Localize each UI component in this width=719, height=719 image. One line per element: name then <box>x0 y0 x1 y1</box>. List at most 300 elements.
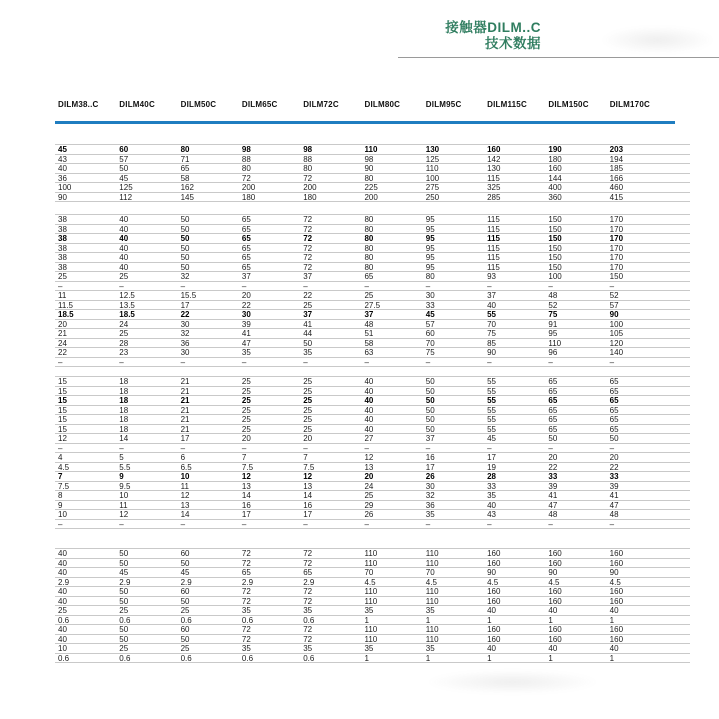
table-cell: 39 <box>241 319 251 329</box>
table-cell: 50 <box>119 164 129 173</box>
table-row <box>55 224 690 234</box>
table-cell: 32 <box>180 272 190 281</box>
table-cell: 170 <box>609 215 624 224</box>
table-cell: – <box>180 443 186 453</box>
table-row <box>55 271 690 281</box>
table-row <box>55 309 690 319</box>
table-cell: 25 <box>241 415 251 424</box>
table-cell: 13 <box>241 481 251 491</box>
table-cell: 0.6 <box>58 653 70 663</box>
table-cell: 10 <box>58 644 67 653</box>
table-cell: 29 <box>364 500 374 510</box>
table-cell: 14 <box>180 510 190 519</box>
table-cell: 110 <box>364 549 378 558</box>
table-cell: 110 <box>425 634 439 644</box>
table-cell: 55 <box>487 396 496 405</box>
table-cell: 1 <box>487 615 492 625</box>
table-cell: 14 <box>119 434 129 443</box>
table-cell: 95 <box>425 243 435 253</box>
table-cell: 98 <box>303 145 313 154</box>
table-cell: 65 <box>609 396 619 405</box>
table-cell: 80 <box>364 215 374 224</box>
table-cell: 115 <box>487 215 500 224</box>
table-cell: 110 <box>425 625 439 634</box>
table-cell: 25 <box>58 606 67 615</box>
table-cell: 43 <box>58 154 67 164</box>
table-cell: 160 <box>548 558 562 568</box>
table-cell: 50 <box>425 405 435 415</box>
table-cell: 72 <box>303 173 313 183</box>
table-cell: 98 <box>241 145 251 154</box>
table-cell: 35 <box>487 491 496 500</box>
table-cell: 142 <box>487 154 501 164</box>
table-cell: 95 <box>548 329 558 338</box>
table-cell: 45 <box>58 145 67 154</box>
table-row <box>55 347 690 357</box>
table-cell: 16 <box>425 453 435 462</box>
table-row <box>55 624 690 634</box>
table-cell: 40 <box>119 253 129 262</box>
table-cell: 10 <box>180 472 190 481</box>
table-cell: – <box>58 281 63 291</box>
table-cell: 65 <box>609 415 619 424</box>
table-cell: 95 <box>425 262 435 272</box>
table-cell: – <box>303 443 308 453</box>
table-cell: 38 <box>58 253 67 262</box>
table-header-rule <box>55 121 675 124</box>
table-cell: – <box>548 281 553 291</box>
table-cell: 52 <box>548 300 558 310</box>
column-header: DILM72C <box>303 100 339 109</box>
table-cell: 21 <box>180 377 190 386</box>
table-cell: 110 <box>425 549 439 558</box>
table-cell: 11 <box>119 500 128 510</box>
table-cell: 40 <box>58 596 67 606</box>
table-cell: 45 <box>119 568 129 577</box>
table-cell: 40 <box>364 396 374 405</box>
table-cell: 40 <box>487 644 496 653</box>
table-cell: 41 <box>303 319 313 329</box>
table-cell: 12 <box>58 434 67 443</box>
table-cell: 7 <box>241 453 247 462</box>
table-cell: 50 <box>180 596 190 606</box>
table-cell: 50 <box>425 386 435 396</box>
table-cell: 65 <box>303 568 313 577</box>
table-cell: 18.5 <box>119 310 135 319</box>
column-header: DILM40C <box>119 100 155 109</box>
table-cell: 25 <box>364 291 374 300</box>
scan-artifact-top <box>600 26 715 54</box>
table-cell: 30 <box>241 310 251 319</box>
table-cell: 60 <box>180 549 190 558</box>
table-cell: – <box>487 281 492 291</box>
table-cell: – <box>425 443 431 453</box>
table-row <box>55 634 690 644</box>
table-cell: 35 <box>303 644 313 653</box>
table-cell: 0.6 <box>119 653 131 663</box>
table-cell: – <box>119 443 124 453</box>
table-cell: 40 <box>58 634 67 644</box>
table-cell: 98 <box>364 154 374 164</box>
table-cell: 25 <box>303 424 313 434</box>
table-cell: 12 <box>119 510 129 519</box>
table-cell: 18 <box>119 405 129 415</box>
table-cell: 72 <box>303 549 313 558</box>
table-cell: 65 <box>548 415 558 424</box>
table-cell: 16 <box>303 500 313 510</box>
table-cell: 37 <box>303 272 313 281</box>
table-cell: 72 <box>241 549 251 558</box>
table-cell: 72 <box>241 596 251 606</box>
table-cell: 25 <box>180 606 190 615</box>
table-cell: 80 <box>364 173 374 183</box>
table-cell: 18 <box>119 415 129 424</box>
table-cell: 110 <box>364 634 378 644</box>
table-cell: 45 <box>119 173 129 183</box>
table-cell: 48 <box>548 291 558 300</box>
table-cell: – <box>241 519 247 529</box>
table-row <box>55 300 690 310</box>
table-cell: 40 <box>364 386 374 396</box>
table-cell: 1 <box>609 615 615 625</box>
table-cell: 35 <box>425 510 435 519</box>
table-cell: 25 <box>241 396 251 405</box>
table-cell: 25 <box>241 424 251 434</box>
table-row <box>55 424 690 434</box>
table-cell: 65 <box>241 224 251 234</box>
table-cell: 190 <box>548 145 562 154</box>
table-cell: 0.6 <box>119 615 131 625</box>
table-cell: 52 <box>609 291 619 300</box>
table-cell: 2.9 <box>119 577 131 587</box>
table-cell: 65 <box>609 386 619 396</box>
table-cell: – <box>119 519 124 529</box>
table-cell: 72 <box>241 625 251 634</box>
table-cell: 50 <box>425 424 435 434</box>
table-cell: 160 <box>609 587 624 596</box>
table-cell: 85 <box>487 338 496 348</box>
table-cell: 65 <box>241 253 251 262</box>
table-cell: 91 <box>548 319 558 329</box>
table-cell: 40 <box>58 625 67 634</box>
table-cell: 57 <box>119 154 129 164</box>
table-cell: 7 <box>58 472 63 481</box>
table-cell: 75 <box>548 310 558 319</box>
table-cell: 225 <box>364 183 378 192</box>
table-cell: 55 <box>487 415 496 424</box>
table-cell: 110 <box>548 338 562 348</box>
table-cell: 47 <box>609 500 619 510</box>
table-cell: 460 <box>609 183 624 192</box>
table-cell: 180 <box>303 192 317 202</box>
table-cell: 44 <box>303 329 313 338</box>
table-cell: 2.9 <box>303 577 315 587</box>
table-row <box>55 433 690 443</box>
table-row <box>55 443 690 453</box>
table-row <box>55 509 690 519</box>
table-cell: 2.9 <box>58 577 70 587</box>
table-cell: – <box>487 443 492 453</box>
table-cell: 18 <box>119 396 129 405</box>
table-cell: 38 <box>58 234 67 243</box>
table-cell: 40 <box>487 500 496 510</box>
table-row <box>55 605 690 615</box>
table-cell: 40 <box>119 262 129 272</box>
table-cell: 80 <box>303 164 313 173</box>
table-cell: 90 <box>548 568 558 577</box>
table-cell: 110 <box>425 558 439 568</box>
table-row <box>55 144 690 154</box>
table-cell: 130 <box>487 164 501 173</box>
table-cell: 27.5 <box>364 300 381 310</box>
table-cell: 22 <box>241 300 251 310</box>
table-cell: 71 <box>180 154 190 164</box>
table-cell: 110 <box>364 625 378 634</box>
table-cell: – <box>241 443 247 453</box>
table-cell: 38 <box>58 224 67 234</box>
table-cell: 35 <box>241 644 251 653</box>
table-block-6 <box>55 548 690 663</box>
table-cell: 40 <box>364 424 374 434</box>
table-cell: 50 <box>119 625 129 634</box>
table-cell: – <box>180 281 186 291</box>
table-cell: 160 <box>487 625 501 634</box>
table-cell: 160 <box>487 145 501 154</box>
table-cell: 13.5 <box>119 300 135 310</box>
table-cell: 63 <box>364 348 374 357</box>
table-cell: 160 <box>548 549 562 558</box>
table-cell: 18 <box>119 386 129 396</box>
table-cell: 65 <box>548 396 558 405</box>
table-cell: 20 <box>364 472 374 481</box>
table-cell: 1 <box>425 615 431 625</box>
table-cell: – <box>548 519 553 529</box>
table-cell: 50 <box>303 338 313 348</box>
table-cell: 40 <box>58 587 67 596</box>
table-row <box>55 338 690 348</box>
table-cell: 4.5 <box>548 577 560 587</box>
table-row <box>55 462 690 472</box>
table-cell: 35 <box>364 644 374 653</box>
table-row <box>55 163 690 173</box>
table-cell: – <box>609 519 615 529</box>
table-cell: 160 <box>548 164 562 173</box>
table-cell: – <box>119 281 124 291</box>
table-cell: 72 <box>303 596 313 606</box>
table-cell: 17 <box>487 453 496 462</box>
table-cell: 36 <box>425 500 435 510</box>
table-cell: 22 <box>609 462 619 472</box>
table-cell: 0.6 <box>180 653 192 663</box>
table-cell: 41 <box>241 329 251 338</box>
table-cell: 95 <box>425 234 435 243</box>
table-cell: 45 <box>425 310 435 319</box>
table-cell: 50 <box>180 253 190 262</box>
table-cell: 24 <box>58 338 67 348</box>
table-cell: 180 <box>241 192 256 202</box>
table-block-5 <box>55 452 690 529</box>
table-cell: – <box>548 357 553 367</box>
table-cell: 65 <box>609 405 619 415</box>
table-cell: 50 <box>609 434 619 443</box>
table-cell: 36 <box>180 338 190 348</box>
table-cell: 130 <box>425 145 440 154</box>
table-cell: 90 <box>364 164 374 173</box>
table-cell: 38 <box>58 215 67 224</box>
table-cell: 33 <box>548 472 558 481</box>
table-cell: 65 <box>548 386 558 396</box>
table-cell: 72 <box>241 587 251 596</box>
table-cell: 0.6 <box>180 615 192 625</box>
table-cell: 58 <box>180 173 190 183</box>
table-cell: – <box>425 281 431 291</box>
table-cell: 110 <box>425 587 439 596</box>
table-row <box>55 653 690 663</box>
table-cell: 12.5 <box>119 291 135 300</box>
table-cell: 33 <box>425 300 435 310</box>
table-cell: 150 <box>548 234 562 243</box>
table-cell: 162 <box>180 183 194 192</box>
table-cell: 9 <box>58 500 63 510</box>
table-cell: 160 <box>487 558 501 568</box>
table-cell: 80 <box>364 253 374 262</box>
table-cell: 110 <box>364 558 378 568</box>
table-cell: 20 <box>241 434 251 443</box>
table-cell: 25 <box>119 272 129 281</box>
table-cell: 5 <box>119 453 124 462</box>
table-cell: 72 <box>303 253 313 262</box>
table-cell: 30 <box>425 481 435 491</box>
column-header: DILM170C <box>609 100 650 109</box>
table-cell: 415 <box>609 192 624 202</box>
table-cell: 45 <box>180 568 190 577</box>
table-cell: 12 <box>303 472 313 481</box>
table-cell: 1 <box>609 653 615 663</box>
table-cell: 25 <box>303 386 313 396</box>
table-cell: 50 <box>180 215 190 224</box>
table-cell: 20 <box>241 291 251 300</box>
table-cell: 90 <box>58 192 67 202</box>
table-block-1 <box>55 144 690 202</box>
table-cell: 39 <box>609 481 619 491</box>
table-cell: 72 <box>241 558 251 568</box>
table-cell: 21 <box>180 386 190 396</box>
table-cell: 65 <box>548 405 558 415</box>
table-cell: – <box>364 357 369 367</box>
table-cell: 30 <box>425 291 435 300</box>
table-cell: 100 <box>425 173 440 183</box>
table-cell: 72 <box>303 262 313 272</box>
table-row <box>55 481 690 491</box>
table-cell: 72 <box>303 558 313 568</box>
table-cell: 21 <box>180 396 190 405</box>
table-cell: 2.9 <box>180 577 192 587</box>
table-cell: 40 <box>58 568 67 577</box>
table-cell: 325 <box>487 183 501 192</box>
table-cell: 72 <box>303 587 313 596</box>
table-cell: 36 <box>58 173 67 183</box>
table-cell: 50 <box>180 234 190 243</box>
table-cell: 160 <box>548 634 562 644</box>
table-cell: 95 <box>425 215 435 224</box>
table-cell: 96 <box>548 348 558 357</box>
table-cell: 18.5 <box>58 310 74 319</box>
table-cell: 37 <box>364 310 374 319</box>
table-cell: 47 <box>241 338 251 348</box>
table-cell: 180 <box>548 154 562 164</box>
table-column-headers <box>58 100 671 109</box>
table-cell: 28 <box>487 472 496 481</box>
table-cell: 160 <box>548 625 562 634</box>
table-cell: 15 <box>58 396 67 405</box>
page-title: 接触器DILM..C <box>445 20 541 35</box>
table-cell: 22 <box>180 310 190 319</box>
table-cell: 72 <box>303 625 313 634</box>
table-cell: 4.5 <box>487 577 499 587</box>
table-cell: 70 <box>425 568 435 577</box>
table-cell: 7.5 <box>303 462 315 472</box>
table-cell: 112 <box>119 192 133 202</box>
data-table-body <box>55 144 690 663</box>
page-title-block <box>445 20 541 52</box>
table-cell: – <box>487 357 492 367</box>
table-cell: – <box>119 357 124 367</box>
table-cell: 10 <box>119 491 129 500</box>
table-cell: 40 <box>487 300 496 310</box>
table-cell: 0.6 <box>241 653 254 663</box>
table-row <box>55 395 690 405</box>
table-cell: 40 <box>609 644 619 653</box>
table-cell: 40 <box>119 224 129 234</box>
table-cell: 170 <box>609 253 624 262</box>
table-cell: 30 <box>180 319 190 329</box>
table-cell: 40 <box>119 243 129 253</box>
table-cell: 55 <box>487 310 496 319</box>
table-row <box>55 290 690 300</box>
table-cell: 15 <box>58 386 67 396</box>
table-cell: 75 <box>487 329 496 338</box>
table-cell: 160 <box>609 596 624 606</box>
table-row <box>55 214 690 224</box>
table-cell: 55 <box>487 405 496 415</box>
table-cell: 22 <box>303 291 313 300</box>
table-cell: 58 <box>364 338 374 348</box>
table-cell: 40 <box>548 644 558 653</box>
table-cell: 18 <box>119 424 129 434</box>
table-cell: 11 <box>58 291 67 300</box>
table-cell: 60 <box>180 587 190 596</box>
table-cell: 115 <box>487 224 500 234</box>
table-cell: 50 <box>180 262 190 272</box>
table-cell: – <box>303 519 308 529</box>
table-cell: 50 <box>180 243 190 253</box>
table-cell: 160 <box>609 625 624 634</box>
table-cell: 20 <box>58 319 67 329</box>
column-header: DILM50C <box>180 100 217 109</box>
table-cell: 11.5 <box>58 300 73 310</box>
table-cell: 35 <box>303 606 313 615</box>
table-cell: 28 <box>119 338 129 348</box>
table-row <box>55 376 690 386</box>
table-row <box>55 357 690 367</box>
table-cell: – <box>303 281 308 291</box>
table-cell: 1 <box>487 653 492 663</box>
table-cell: 4.5 <box>609 577 621 587</box>
table-cell: 19 <box>487 462 496 472</box>
table-row <box>55 233 690 243</box>
table-cell: 95 <box>425 224 435 234</box>
table-cell: 14 <box>303 491 313 500</box>
